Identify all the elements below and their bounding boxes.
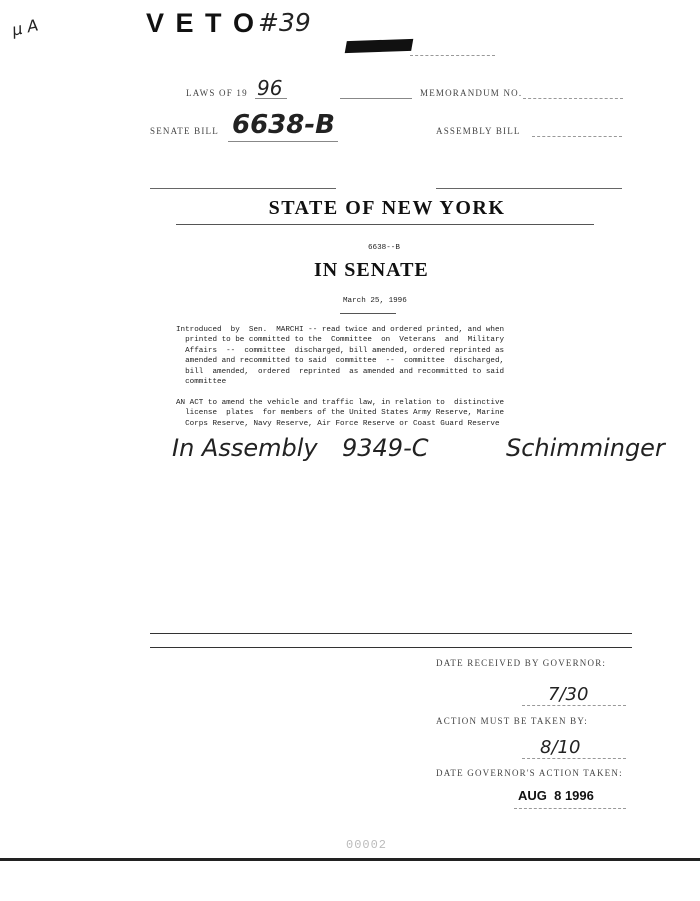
sponsor-note: Schimminger (506, 434, 665, 462)
intro-line: Affairs -- committee discharged, bill amended, ordered reprinted as (176, 346, 505, 355)
assembly-number-note: 9349-C (342, 434, 429, 462)
laws-year: 96 (257, 76, 283, 100)
scan-edge (0, 858, 700, 861)
action-taken-label: DATE GOVERNOR'S ACTION TAKEN: (436, 768, 623, 778)
senate-bill-label: SENATE BILL (150, 126, 219, 136)
assembly-bill-label: ASSEMBLY BILL (436, 126, 521, 136)
action-deadline-value: 8/10 (540, 737, 581, 758)
page-stamp: 00002 (346, 838, 388, 852)
bill-id: 6638--B (368, 244, 400, 252)
intro-line: amended and recommitted to said committee -- committee discharged, (176, 357, 505, 366)
intro-line: committee (176, 378, 227, 387)
act-line: AN ACT to amend the vehicle and traffic law, in relation to distinctive (176, 399, 505, 407)
veto-number: #39 (258, 8, 311, 37)
intro-line: printed to be committed to the Committee on Veterans and Military (176, 336, 505, 345)
act-line: Corps Reserve, Navy Reserve, Air Force Reserve or Coast Guard Reserve (176, 419, 500, 428)
redaction-mark (345, 39, 414, 53)
chamber-heading: IN SENATE (314, 259, 429, 281)
action-taken-stamp: AUG 8 1996 (518, 788, 594, 803)
act-text (176, 398, 504, 429)
received-value: 7/30 (548, 684, 589, 705)
laws-of-label: LAWS OF 19 (186, 88, 248, 98)
margin-note: μ A (10, 15, 40, 40)
state-heading: STATE OF NEW YORK (268, 197, 506, 219)
action-deadline-label: ACTION MUST BE TAKEN BY: (436, 716, 588, 726)
in-assembly-note: In Assembly (172, 434, 318, 462)
received-label: DATE RECEIVED BY GOVERNOR: (436, 658, 607, 668)
veto-title: V E T O (146, 8, 257, 38)
intro-line: Introduced by Sen. MARCHI -- read twice and ordered printed, and when (176, 326, 505, 334)
bill-date: March 25, 1996 (343, 297, 407, 305)
intro-line: bill amended, ordered reprinted as amended and recommitted to said (176, 367, 505, 376)
memorandum-label: MEMORANDUM NO. (420, 88, 523, 98)
act-line: license plates for members of the United States Army Reserve, Marine (176, 409, 505, 418)
introduction-text (176, 325, 504, 387)
senate-bill-number: 6638-B (232, 110, 335, 140)
